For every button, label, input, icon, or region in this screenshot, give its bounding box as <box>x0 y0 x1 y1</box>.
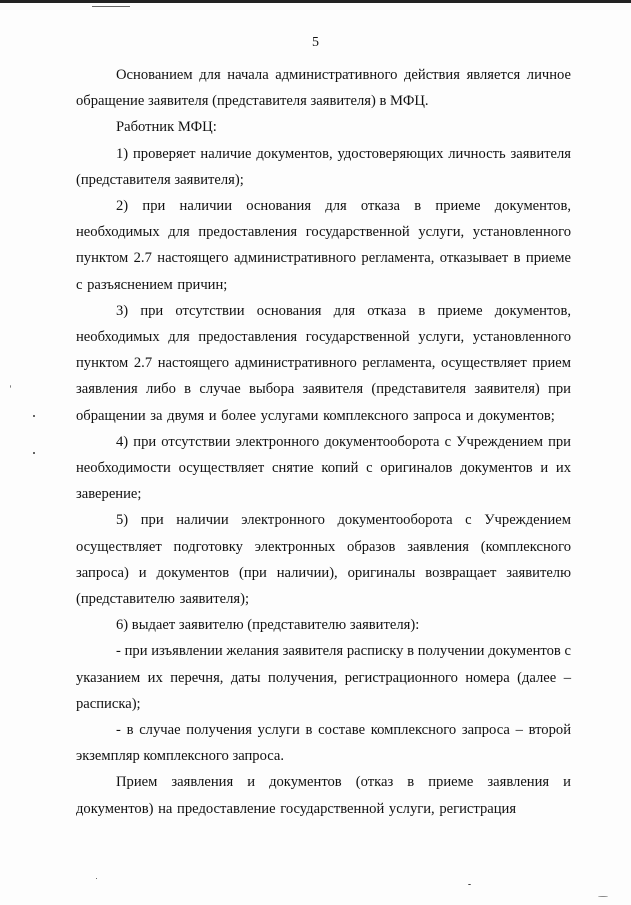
scan-speck <box>468 884 471 885</box>
scan-speck <box>33 415 35 417</box>
page-number: 5 <box>312 35 319 50</box>
paragraph-item-5: 5) при наличии электронного документооборота с Учреждением осуществляет подготовку электронных образов заявления (комплексного запроса) и документов (при наличии), оригиналы возвращает заявителю (представителю заявителя); <box>76 512 571 608</box>
paragraph-item-1: 1) проверяет наличие документов, удостоверяющих личность заявителя (представителя заявителя); <box>76 145 571 188</box>
scan-speck <box>10 385 11 388</box>
document-body <box>76 62 571 822</box>
paragraph-basis: Основанием для начала административного действия является личное обращение заявителя (представителя заявителя) в МФЦ. <box>76 67 571 110</box>
scan-speck <box>33 452 35 454</box>
scan-edge-line <box>0 0 631 3</box>
paragraph-complex-request: - в случае получения услуги в составе комплексного запроса – второй экземпляр комплексного запроса. <box>76 722 571 765</box>
scan-speck <box>598 896 608 897</box>
paragraph-item-4: 4) при отсутствии электронного документооборота с Учреждением при необходимости осуществляет снятие копий с оригиналов документов и их заверение; <box>76 433 571 503</box>
scan-speck <box>96 878 97 879</box>
paragraph-item-6: 6) выдает заявителю (представителю заявителя): <box>116 617 420 634</box>
paragraph-receipt: - при изъявлении желания заявителя расписку в получении документов с указанием их перечня, даты получения, регистрационного номера (далее – расписка); <box>76 643 571 712</box>
paragraph-item-3: 3) при отсутствии основания для отказа в приеме документов, необходимых для предоставления государственной услуги, установленного пунктом 2.7 настоящего административного регламента, осуществляет прием заявления либо в случае выбора заявителя (представителя заявителя) при обращении за двумя и более услугами комплексного запроса и документов; <box>76 302 571 424</box>
scan-mark <box>92 6 130 7</box>
paragraph-item-2: 2) при наличии основания для отказа в приеме документов, необходимых для предоставления государственной услуги, установленного пунктом 2.7 настоящего административного регламента, отказывает в приеме с разъяснением причин; <box>76 198 571 293</box>
paragraph-mfc-worker: Работник МФЦ: <box>116 119 217 136</box>
paragraph-acceptance: Прием заявления и документов (отказ в приеме заявления и документов) на предоставление государственной услуги, регистрация <box>76 774 571 817</box>
